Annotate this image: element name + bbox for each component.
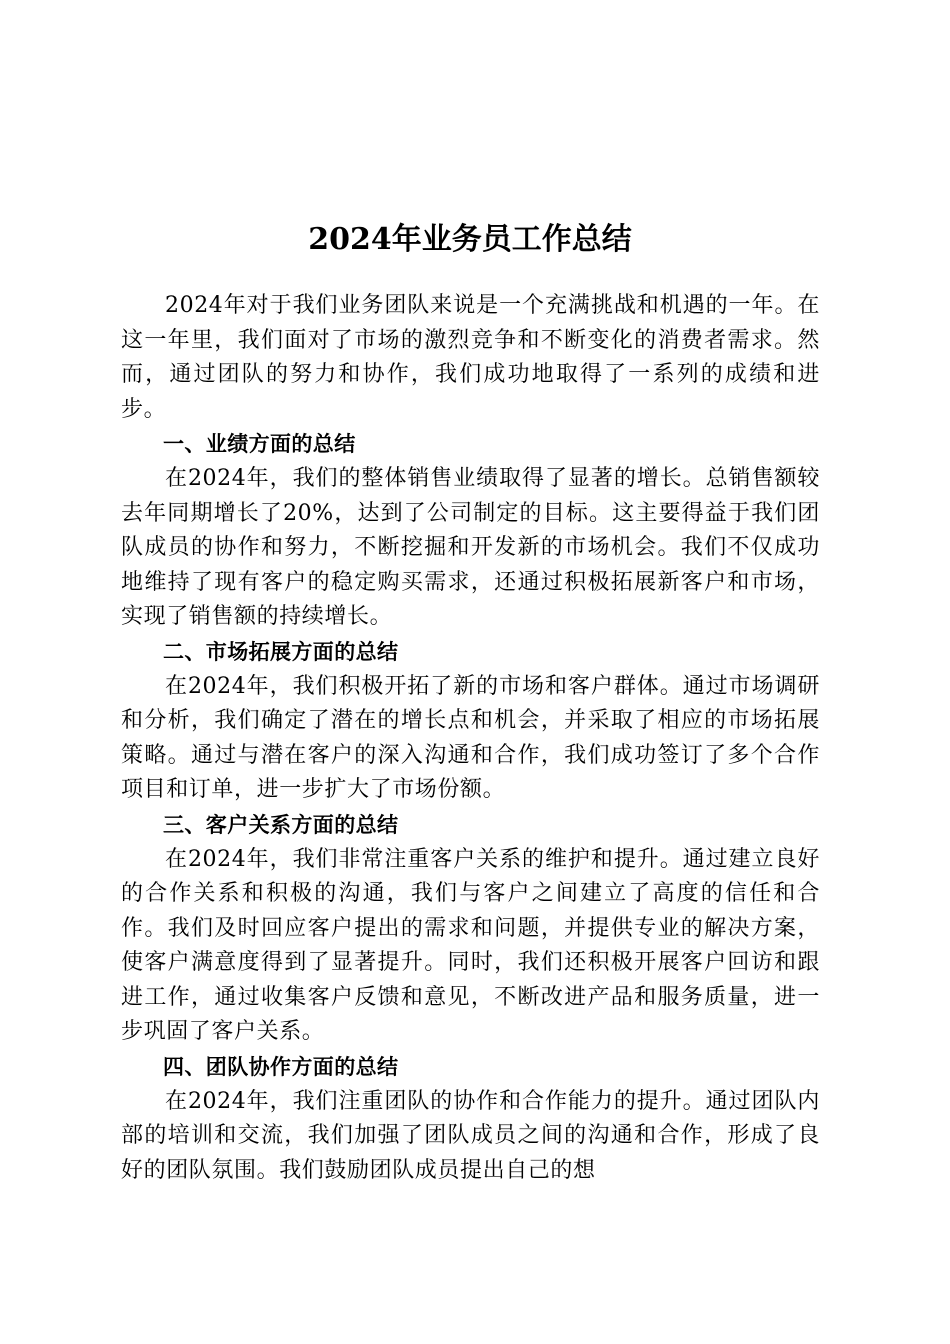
section-body-performance: 在2024年，我们的整体销售业绩取得了显著的增长。总销售额较去年同期增长了20%，达到了公司制定的目标。这主要得益于我们团队成员的协作和努力，不断挖掘和开发新的市场机会。我们不仅成功地维持了现有客户的稳定购买需求，还通过积极拓展新客户和市场，实现了销售额的持续增长。 [121,465,820,630]
intro-paragraph: 2024年对于我们业务团队来说是一个充满挑战和机遇的一年。在这一年里，我们面对了市场的激烈竞争和不断变化的消费者需求。然而，通过团队的努力和协作，我们成功地取得了一系列的成绩和进步。 [121,293,820,422]
section-heading-customer-relations: 三、客户关系方面的总结 [163,812,399,837]
section-heading-performance: 一、业绩方面的总结 [163,432,356,457]
section-body-market-expansion: 在2024年，我们积极开拓了新的市场和客户群体。通过市场调研和分析，我们确定了潜在的增长点和机会，并采取了相应的市场拓展策略。通过与潜在客户的深入沟通和合作，我们成功签订了多个合作项目和订单，进一步扩大了市场份额。 [121,673,820,803]
document-body [121,289,820,1188]
section-body-teamwork: 在2024年，我们注重团队的协作和合作能力的提升。通过团队内部的培训和交流，我们加强了团队成员之间的沟通和合作，形成了良好的团队氛围。我们鼓励团队成员提出自己的想 [121,1088,820,1183]
document-title: 2024年业务员工作总结 [308,222,632,258]
section-body-customer-relations: 在2024年，我们非常注重客户关系的维护和提升。通过建立良好的合作关系和积极的沟通，我们与客户之间建立了高度的信任和合作。我们及时回应客户提出的需求和问题，并提供专业的解决方案，使客户满意度得到了显著提升。同时，我们还积极开展客户回访和跟进工作，通过收集客户反馈和意见，不断改进产品和服务质量，进一步巩固了客户关系。 [121,846,820,1045]
section-heading-teamwork: 四、团队协作方面的总结 [163,1055,399,1080]
section-heading-market-expansion: 二、市场拓展方面的总结 [163,639,399,664]
